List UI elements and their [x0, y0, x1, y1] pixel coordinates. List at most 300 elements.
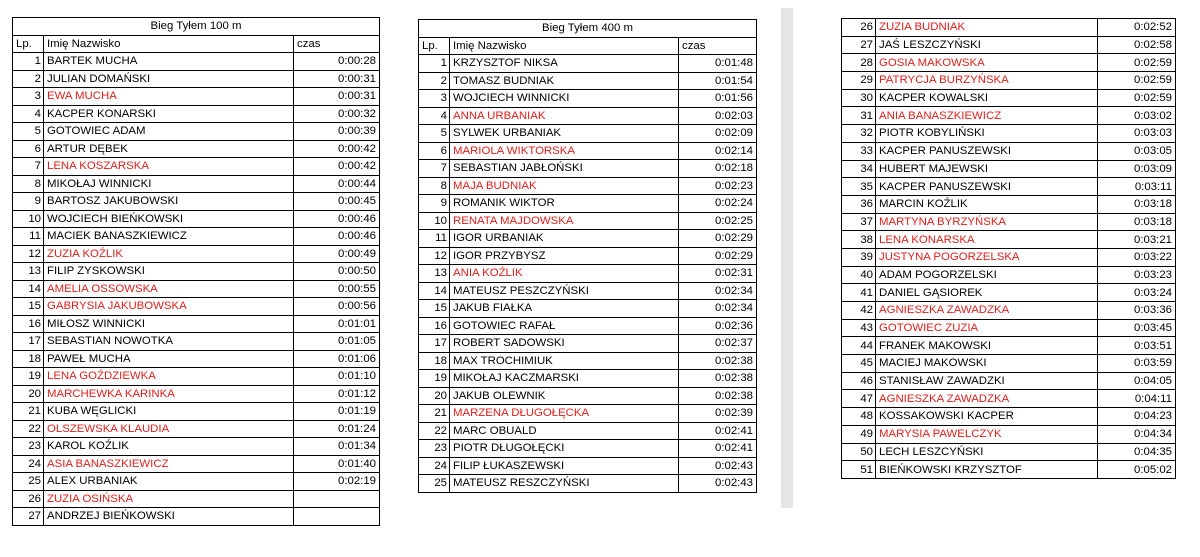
table-row: [842, 284, 1176, 302]
header-name: Imię Nazwisko: [44, 35, 294, 53]
participant-name: ROBERT SADOWSKI: [450, 335, 679, 353]
participant-name: AGNIESZKA ZAWADZKA: [876, 302, 1098, 320]
row-number: 28: [842, 54, 876, 72]
row-number: 20: [13, 385, 44, 403]
row-time: 0:02:34: [679, 282, 757, 300]
row-number: 3: [419, 90, 450, 108]
row-number: 34: [842, 160, 876, 178]
participant-name: LECH LESZCYŃSKI: [876, 443, 1098, 461]
participant-name: LENA KONARSKA: [876, 231, 1098, 249]
row-number: 16: [419, 317, 450, 335]
row-time: 0:02:38: [679, 387, 757, 405]
participant-name: KACPER KOWALSKI: [876, 89, 1098, 107]
participant-name: ALEX URBANIAK: [44, 473, 294, 491]
row-time: 0:02:14: [679, 142, 757, 160]
table-row: [842, 319, 1176, 337]
row-time: 0:04:34: [1098, 425, 1176, 443]
table-row: [419, 352, 757, 370]
participant-name: PATRYCJA BURZYŃSKA: [876, 72, 1098, 90]
row-number: 32: [842, 125, 876, 143]
row-number: 1: [13, 53, 44, 71]
column-divider: [781, 8, 793, 508]
row-time: 0:02:39: [679, 405, 757, 423]
row-time: 0:00:44: [294, 175, 380, 193]
participant-name: MARCIN KOŹLIK: [876, 195, 1098, 213]
row-time: 0:02:36: [679, 317, 757, 335]
row-time: 0:00:55: [294, 280, 380, 298]
participant-name: ZUZIA BUDNIAK: [876, 19, 1098, 37]
table-row: [13, 315, 380, 333]
table-row: [13, 123, 380, 141]
table-row: [13, 455, 380, 473]
row-time: 0:03:09: [1098, 160, 1176, 178]
row-time: 0:00:49: [294, 245, 380, 263]
table-row: [419, 247, 757, 265]
row-number: 47: [842, 390, 876, 408]
participant-name: ARTUR DĘBEK: [44, 140, 294, 158]
participant-name: MARZENA DŁUGOŁĘCKA: [450, 405, 679, 423]
row-number: 1: [419, 55, 450, 73]
row-time: 0:01:56: [679, 90, 757, 108]
row-number: 17: [13, 333, 44, 351]
row-number: 51: [842, 461, 876, 479]
table-row: [13, 245, 380, 263]
row-number: 7: [419, 160, 450, 178]
row-time: 0:02:25: [679, 212, 757, 230]
row-number: 11: [419, 230, 450, 248]
row-number: 49: [842, 425, 876, 443]
participant-name: HUBERT MAJEWSKI: [876, 160, 1098, 178]
row-number: 6: [13, 140, 44, 158]
row-number: 15: [13, 298, 44, 316]
table-row: [842, 72, 1176, 90]
header-time: czas: [679, 37, 757, 55]
row-number: 14: [13, 280, 44, 298]
table-row: [842, 125, 1176, 143]
header-row: [13, 35, 380, 53]
participant-name: MARCHEWKA KARINKA: [44, 385, 294, 403]
participant-name: PAWEŁ MUCHA: [44, 350, 294, 368]
row-number: 6: [419, 142, 450, 160]
header-row: [419, 37, 757, 55]
table-row: [842, 443, 1176, 461]
row-time: 0:00:42: [294, 158, 380, 176]
participant-name: WOJCIECH WINNICKI: [450, 90, 679, 108]
table-row: [13, 350, 380, 368]
participant-name: KOSSAKOWSKI KACPER: [876, 408, 1098, 426]
table-row: [419, 107, 757, 125]
row-time: 0:01:40: [294, 455, 380, 473]
row-time: 0:03:51: [1098, 337, 1176, 355]
table-row: [419, 387, 757, 405]
row-number: 25: [13, 473, 44, 491]
row-time: 0:00:31: [294, 70, 380, 88]
row-time: 0:01:10: [294, 368, 380, 386]
row-time: 0:05:02: [1098, 461, 1176, 479]
row-time: 0:03:21: [1098, 231, 1176, 249]
participant-name: SYLWEK URBANIAK: [450, 125, 679, 143]
row-time: 0:00:46: [294, 210, 380, 228]
participant-name: MARIOLA WIKTORSKA: [450, 142, 679, 160]
participant-name: ASIA BANASZKIEWICZ: [44, 455, 294, 473]
row-time: 0:02:03: [679, 107, 757, 125]
row-number: 13: [419, 265, 450, 283]
participant-name: PIOTR KOBYLIŃSKI: [876, 125, 1098, 143]
row-number: 50: [842, 443, 876, 461]
table-row: [419, 282, 757, 300]
table-row: [419, 300, 757, 318]
participant-name: STANISŁAW ZAWADZKI: [876, 372, 1098, 390]
participant-name: SEBASTIAN JABŁOŃSKI: [450, 160, 679, 178]
participant-name: AGNIESZKA ZAWADZKA: [876, 390, 1098, 408]
row-number: 21: [419, 405, 450, 423]
table-title-row: [419, 20, 757, 38]
row-number: 27: [13, 508, 44, 526]
row-time: 0:00:31: [294, 88, 380, 106]
row-number: 45: [842, 355, 876, 373]
table-row: [842, 195, 1176, 213]
row-number: 8: [419, 177, 450, 195]
row-number: 44: [842, 337, 876, 355]
row-number: 24: [13, 455, 44, 473]
row-time: 0:01:48: [679, 55, 757, 73]
participant-name: MACIEK BANASZKIEWICZ: [44, 228, 294, 246]
row-number: 19: [419, 370, 450, 388]
participant-name: IGOR URBANIAK: [450, 230, 679, 248]
row-number: 10: [13, 210, 44, 228]
row-time: 0:02:37: [679, 335, 757, 353]
table-row: [842, 372, 1176, 390]
table-row: [419, 457, 757, 475]
table-row: [419, 475, 757, 493]
table-row: [842, 248, 1176, 266]
participant-name: ANNA URBANIAK: [450, 107, 679, 125]
row-time: 0:02:34: [679, 300, 757, 318]
row-number: 22: [419, 422, 450, 440]
row-time: 0:03:22: [1098, 248, 1176, 266]
row-number: 9: [419, 195, 450, 213]
row-number: 9: [13, 193, 44, 211]
participant-name: GOSIA MAKOWSKA: [876, 54, 1098, 72]
participant-name: MAX TROCHIMIUK: [450, 352, 679, 370]
table-row: [842, 461, 1176, 479]
results-table-400m-continued: [841, 18, 1176, 479]
participant-name: GOTOWIEC RAFAŁ: [450, 317, 679, 335]
table-row: [842, 408, 1176, 426]
results-table-400m: [418, 19, 757, 493]
row-number: 7: [13, 158, 44, 176]
row-number: 40: [842, 266, 876, 284]
table-row: [13, 210, 380, 228]
table-row: [13, 420, 380, 438]
row-time: 0:01:01: [294, 315, 380, 333]
table-row: [13, 140, 380, 158]
table-row: [419, 160, 757, 178]
row-time: 0:02:29: [679, 230, 757, 248]
participant-name: ANDRZEJ BIEŃKOWSKI: [44, 508, 294, 526]
row-time: 0:03:03: [1098, 125, 1176, 143]
header-time: czas: [294, 35, 380, 53]
table-row: [13, 70, 380, 88]
row-time: 0:02:59: [1098, 89, 1176, 107]
table-row: [842, 142, 1176, 160]
row-number: 4: [419, 107, 450, 125]
row-time: 0:03:23: [1098, 266, 1176, 284]
row-number: 35: [842, 178, 876, 196]
table-row: [13, 263, 380, 281]
participant-name: GABRYSIA JAKUBOWSKA: [44, 298, 294, 316]
participant-name: SEBASTIAN NOWOTKA: [44, 333, 294, 351]
table-row: [842, 107, 1176, 125]
row-time: 0:03:18: [1098, 213, 1176, 231]
row-number: 29: [842, 72, 876, 90]
row-number: 41: [842, 284, 876, 302]
participant-name: DANIEL GĄSIOREK: [876, 284, 1098, 302]
row-time: 0:02:52: [1098, 19, 1176, 37]
participant-name: ROMANIK WIKTOR: [450, 195, 679, 213]
row-number: 27: [842, 36, 876, 54]
table-title: Bieg Tyłem 100 m: [13, 18, 380, 36]
row-number: 2: [419, 72, 450, 90]
table-row: [13, 105, 380, 123]
row-time: 0:04:35: [1098, 443, 1176, 461]
row-time: 0:02:43: [679, 475, 757, 493]
row-time: 0:03:18: [1098, 195, 1176, 213]
table-row: [13, 298, 380, 316]
participant-name: KRZYSZTOF NIKSA: [450, 55, 679, 73]
participant-name: ANIA KOŹLIK: [450, 265, 679, 283]
table-row: [13, 473, 380, 491]
row-time: 0:00:56: [294, 298, 380, 316]
participant-name: KACPER KONARSKI: [44, 105, 294, 123]
row-time: 0:00:45: [294, 193, 380, 211]
participant-name: JAKUB OLEWNIK: [450, 387, 679, 405]
row-time: 0:03:36: [1098, 302, 1176, 320]
row-time: 0:00:50: [294, 263, 380, 281]
row-number: 10: [419, 212, 450, 230]
participant-name: KACPER PANUSZEWSKI: [876, 142, 1098, 160]
row-number: 16: [13, 315, 44, 333]
participant-name: KAROL KOŹLIK: [44, 438, 294, 456]
header-lp: Lp.: [13, 35, 44, 53]
row-number: 23: [419, 440, 450, 458]
row-time: 0:00:39: [294, 123, 380, 141]
row-number: 11: [13, 228, 44, 246]
participant-name: MARYSIA PAWELCZYK: [876, 425, 1098, 443]
row-number: 38: [842, 231, 876, 249]
row-time: 0:02:19: [294, 473, 380, 491]
table-row: [419, 422, 757, 440]
table-row: [13, 403, 380, 421]
participant-name: OLSZEWSKA KLAUDIA: [44, 420, 294, 438]
table-row: [842, 302, 1176, 320]
row-time: 0:01:05: [294, 333, 380, 351]
table-row: [13, 88, 380, 106]
table-row: [13, 333, 380, 351]
row-number: 26: [842, 19, 876, 37]
participant-name: GOTOWIEC ADAM: [44, 123, 294, 141]
row-number: 46: [842, 372, 876, 390]
row-number: 18: [419, 352, 450, 370]
participant-name: RENATA MAJDOWSKA: [450, 212, 679, 230]
row-time: 0:02:18: [679, 160, 757, 178]
row-number: 39: [842, 248, 876, 266]
row-time: 0:00:32: [294, 105, 380, 123]
table-row: [419, 177, 757, 195]
row-number: 23: [13, 438, 44, 456]
table-row: [419, 405, 757, 423]
participant-name: ZUZIA KOŹLIK: [44, 245, 294, 263]
row-time: 0:01:06: [294, 350, 380, 368]
participant-name: FILIP ŁUKASZEWSKI: [450, 457, 679, 475]
row-number: 37: [842, 213, 876, 231]
participant-name: KUBA WĘGLICKI: [44, 403, 294, 421]
participant-name: ZUZIA OSIŃSKA: [44, 490, 294, 508]
participant-name: MATEUSZ RESZCZYŃSKI: [450, 475, 679, 493]
row-time: 0:03:05: [1098, 142, 1176, 160]
row-time: 0:02:59: [1098, 54, 1176, 72]
results-table-100m: [12, 17, 380, 526]
row-time: 0:03:45: [1098, 319, 1176, 337]
participant-name: FRANEK MAKOWSKI: [876, 337, 1098, 355]
row-number: 8: [13, 175, 44, 193]
row-number: 30: [842, 89, 876, 107]
row-time: 0:02:09: [679, 125, 757, 143]
table-row: [842, 390, 1176, 408]
row-number: 33: [842, 142, 876, 160]
row-time: 0:02:29: [679, 247, 757, 265]
participant-name: IGOR PRZYBYSZ: [450, 247, 679, 265]
row-number: 12: [13, 245, 44, 263]
table-row: [842, 178, 1176, 196]
row-number: 14: [419, 282, 450, 300]
participant-name: LENA KOSZARSKA: [44, 158, 294, 176]
participant-name: JULIAN DOMAŃSKI: [44, 70, 294, 88]
row-time: [294, 490, 380, 508]
table-row: [842, 425, 1176, 443]
participant-name: MATEUSZ PESZCZYŃSKI: [450, 282, 679, 300]
table-row: [419, 265, 757, 283]
participant-name: JAKUB FIAŁKA: [450, 300, 679, 318]
row-time: 0:02:38: [679, 370, 757, 388]
row-time: 0:02:41: [679, 440, 757, 458]
table-row: [13, 280, 380, 298]
table-row: [842, 266, 1176, 284]
row-time: 0:00:46: [294, 228, 380, 246]
table-row: [13, 508, 380, 526]
participant-name: TOMASZ BUDNIAK: [450, 72, 679, 90]
table-row: [419, 370, 757, 388]
row-time: 0:04:11: [1098, 390, 1176, 408]
table-row: [419, 230, 757, 248]
table-row: [13, 490, 380, 508]
participant-name: GOTOWIEC ZUZIA: [876, 319, 1098, 337]
table-row: [842, 355, 1176, 373]
table-title: Bieg Tyłem 400 m: [419, 20, 757, 38]
row-number: 4: [13, 105, 44, 123]
participant-name: MIKOŁAJ WINNICKI: [44, 175, 294, 193]
row-number: 24: [419, 457, 450, 475]
participant-name: BIEŃKOWSKI KRZYSZTOF: [876, 461, 1098, 479]
row-number: 36: [842, 195, 876, 213]
row-number: 12: [419, 247, 450, 265]
participant-name: BARTEK MUCHA: [44, 53, 294, 71]
row-time: 0:01:19: [294, 403, 380, 421]
header-lp: Lp.: [419, 37, 450, 55]
participant-name: ANIA BANASZKIEWICZ: [876, 107, 1098, 125]
row-time: 0:02:41: [679, 422, 757, 440]
participant-name: MIŁOSZ WINNICKI: [44, 315, 294, 333]
row-time: 0:03:59: [1098, 355, 1176, 373]
table-row: [419, 335, 757, 353]
table-row: [419, 440, 757, 458]
row-time: 0:03:24: [1098, 284, 1176, 302]
table-row: [842, 213, 1176, 231]
table-row: [13, 228, 380, 246]
row-number: 31: [842, 107, 876, 125]
row-time: 0:02:23: [679, 177, 757, 195]
table-row: [419, 55, 757, 73]
participant-name: JAŚ LESZCZYŃSKI: [876, 36, 1098, 54]
row-number: 15: [419, 300, 450, 318]
participant-name: BARTOSZ JAKUBOWSKI: [44, 193, 294, 211]
table-row: [419, 142, 757, 160]
row-number: 17: [419, 335, 450, 353]
participant-name: MAJA BUDNIAK: [450, 177, 679, 195]
row-time: 0:00:42: [294, 140, 380, 158]
row-time: 0:02:59: [1098, 72, 1176, 90]
row-time: 0:02:58: [1098, 36, 1176, 54]
table-row: [13, 175, 380, 193]
participant-name: ADAM POGORZELSKI: [876, 266, 1098, 284]
participant-name: LENA GOŹDZIEWKA: [44, 368, 294, 386]
row-number: 43: [842, 319, 876, 337]
participant-name: AMELIA OSSOWSKA: [44, 280, 294, 298]
row-time: 0:02:31: [679, 265, 757, 283]
table-row: [419, 212, 757, 230]
participant-name: MIKOŁAJ KACZMARSKI: [450, 370, 679, 388]
row-number: 48: [842, 408, 876, 426]
table-row: [842, 231, 1176, 249]
row-time: 0:01:12: [294, 385, 380, 403]
table-row: [842, 337, 1176, 355]
row-time: [294, 508, 380, 526]
table-row: [419, 125, 757, 143]
participant-name: WOJCIECH BIEŃKOWSKI: [44, 210, 294, 228]
table-row: [13, 368, 380, 386]
row-number: 2: [13, 70, 44, 88]
table-row: [842, 89, 1176, 107]
row-time: 0:01:54: [679, 72, 757, 90]
row-number: 25: [419, 475, 450, 493]
table-row: [13, 193, 380, 211]
row-number: 18: [13, 350, 44, 368]
row-number: 20: [419, 387, 450, 405]
row-number: 26: [13, 490, 44, 508]
row-number: 22: [13, 420, 44, 438]
row-time: 0:04:23: [1098, 408, 1176, 426]
row-time: 0:01:34: [294, 438, 380, 456]
participant-name: JUSTYNA POGORZELSKA: [876, 248, 1098, 266]
table-row: [842, 160, 1176, 178]
table-row: [842, 54, 1176, 72]
table-row: [842, 36, 1176, 54]
table-row: [419, 72, 757, 90]
table-row: [419, 90, 757, 108]
table-title-row: [13, 18, 380, 36]
participant-name: FILIP ZYSKOWSKI: [44, 263, 294, 281]
participant-name: PIOTR DŁUGOŁĘCKI: [450, 440, 679, 458]
